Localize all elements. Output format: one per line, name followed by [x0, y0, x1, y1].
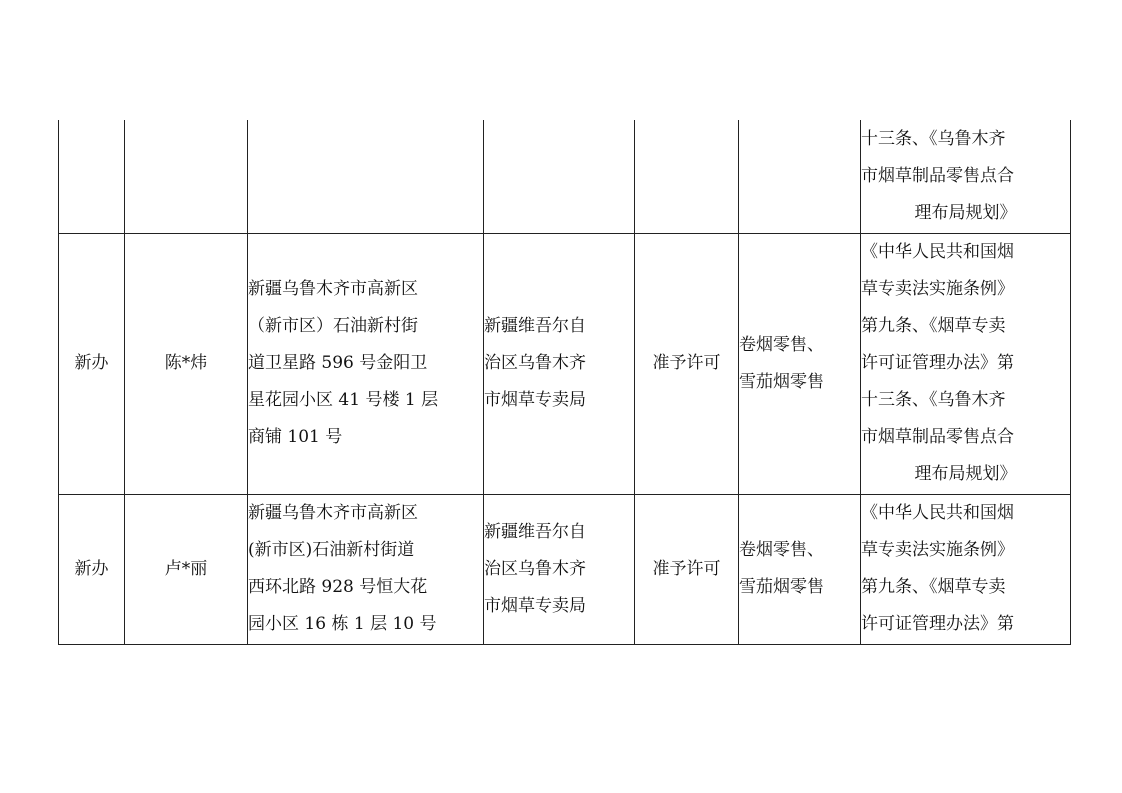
address-line: 新疆乌鲁木齐市高新区 — [248, 279, 418, 299]
authority-line: 新疆维吾尔自 — [484, 316, 586, 336]
address-line: (新市区)石油新村街道 — [248, 540, 415, 560]
address-line: 西环北路 928 号恒大花 — [248, 577, 428, 597]
scope-line: 卷烟零售、 — [739, 334, 824, 355]
table-row — [59, 120, 1071, 233]
authority-line: 治区乌鲁木齐 — [484, 558, 586, 579]
address-line: 园小区 16 栋 1 层 10 号 — [248, 614, 437, 634]
address-cell — [248, 120, 484, 233]
basis-line: 理布局规划》 — [914, 464, 1017, 484]
basis-line: 草专卖法实施条例》 — [861, 540, 1014, 560]
basis-line: 许可证管理办法》第 — [861, 614, 1014, 634]
authority-line: 新疆维吾尔自 — [484, 521, 586, 542]
table-row — [59, 494, 1071, 644]
authority-cell — [484, 494, 635, 644]
table-row — [59, 233, 1071, 494]
applicant-name-cell: 陈*炜 — [125, 233, 248, 494]
address-line: （新市区）石油新村街 — [248, 316, 418, 336]
address-cell — [248, 233, 484, 494]
applicant-name-cell: 卢*丽 — [125, 494, 248, 644]
decision-cell — [635, 120, 739, 233]
authority-line: 市烟草专卖局 — [484, 390, 586, 410]
basis-line: 十三条、《乌鲁木齐 — [861, 128, 1006, 149]
legal-basis-cell — [861, 233, 1071, 494]
basis-line: 许可证管理办法》第 — [861, 353, 1014, 373]
authority-cell — [484, 233, 635, 494]
scope-line: 雪茄烟零售 — [739, 577, 824, 597]
dept-cell — [59, 120, 125, 233]
scope-cell — [739, 120, 861, 233]
address-cell — [248, 494, 484, 644]
basis-line: 《中华人民共和国烟 — [861, 242, 1014, 262]
authority-cell — [484, 120, 635, 233]
basis-line: 理布局规划》 — [914, 202, 1017, 223]
decision-cell: 准予许可 — [635, 233, 739, 494]
authority-line: 治区乌鲁木齐 — [484, 353, 586, 373]
address-line: 新疆乌鲁木齐市高新区 — [248, 503, 418, 523]
address-line: 星花园小区 41 号楼 1 层 — [248, 390, 439, 410]
decision-cell: 准予许可 — [635, 494, 739, 644]
permit-table — [58, 120, 1071, 645]
basis-line: 《中华人民共和国烟 — [861, 503, 1014, 523]
authority-line: 市烟草专卖局 — [484, 595, 586, 616]
dept-cell: 新办 — [59, 233, 125, 494]
legal-basis-cell — [861, 120, 1071, 233]
basis-line: 草专卖法实施条例》 — [861, 279, 1014, 299]
address-line: 道卫星路 596 号金阳卫 — [248, 353, 428, 373]
basis-line: 十三条、《乌鲁木齐 — [861, 390, 1006, 410]
scope-line: 雪茄烟零售 — [739, 371, 824, 392]
scope-cell — [739, 233, 861, 494]
scope-line: 卷烟零售、 — [739, 540, 824, 560]
scope-cell — [739, 494, 861, 644]
dept-cell: 新办 — [59, 494, 125, 644]
basis-line: 第九条、《烟草专卖 — [861, 316, 1006, 336]
basis-line: 市烟草制品零售点合 — [861, 165, 1014, 186]
applicant-name-cell — [125, 120, 248, 233]
legal-basis-cell — [861, 494, 1071, 644]
basis-line: 第九条、《烟草专卖 — [861, 577, 1006, 597]
basis-line: 市烟草制品零售点合 — [861, 427, 1014, 447]
address-line: 商铺 101 号 — [248, 427, 343, 447]
